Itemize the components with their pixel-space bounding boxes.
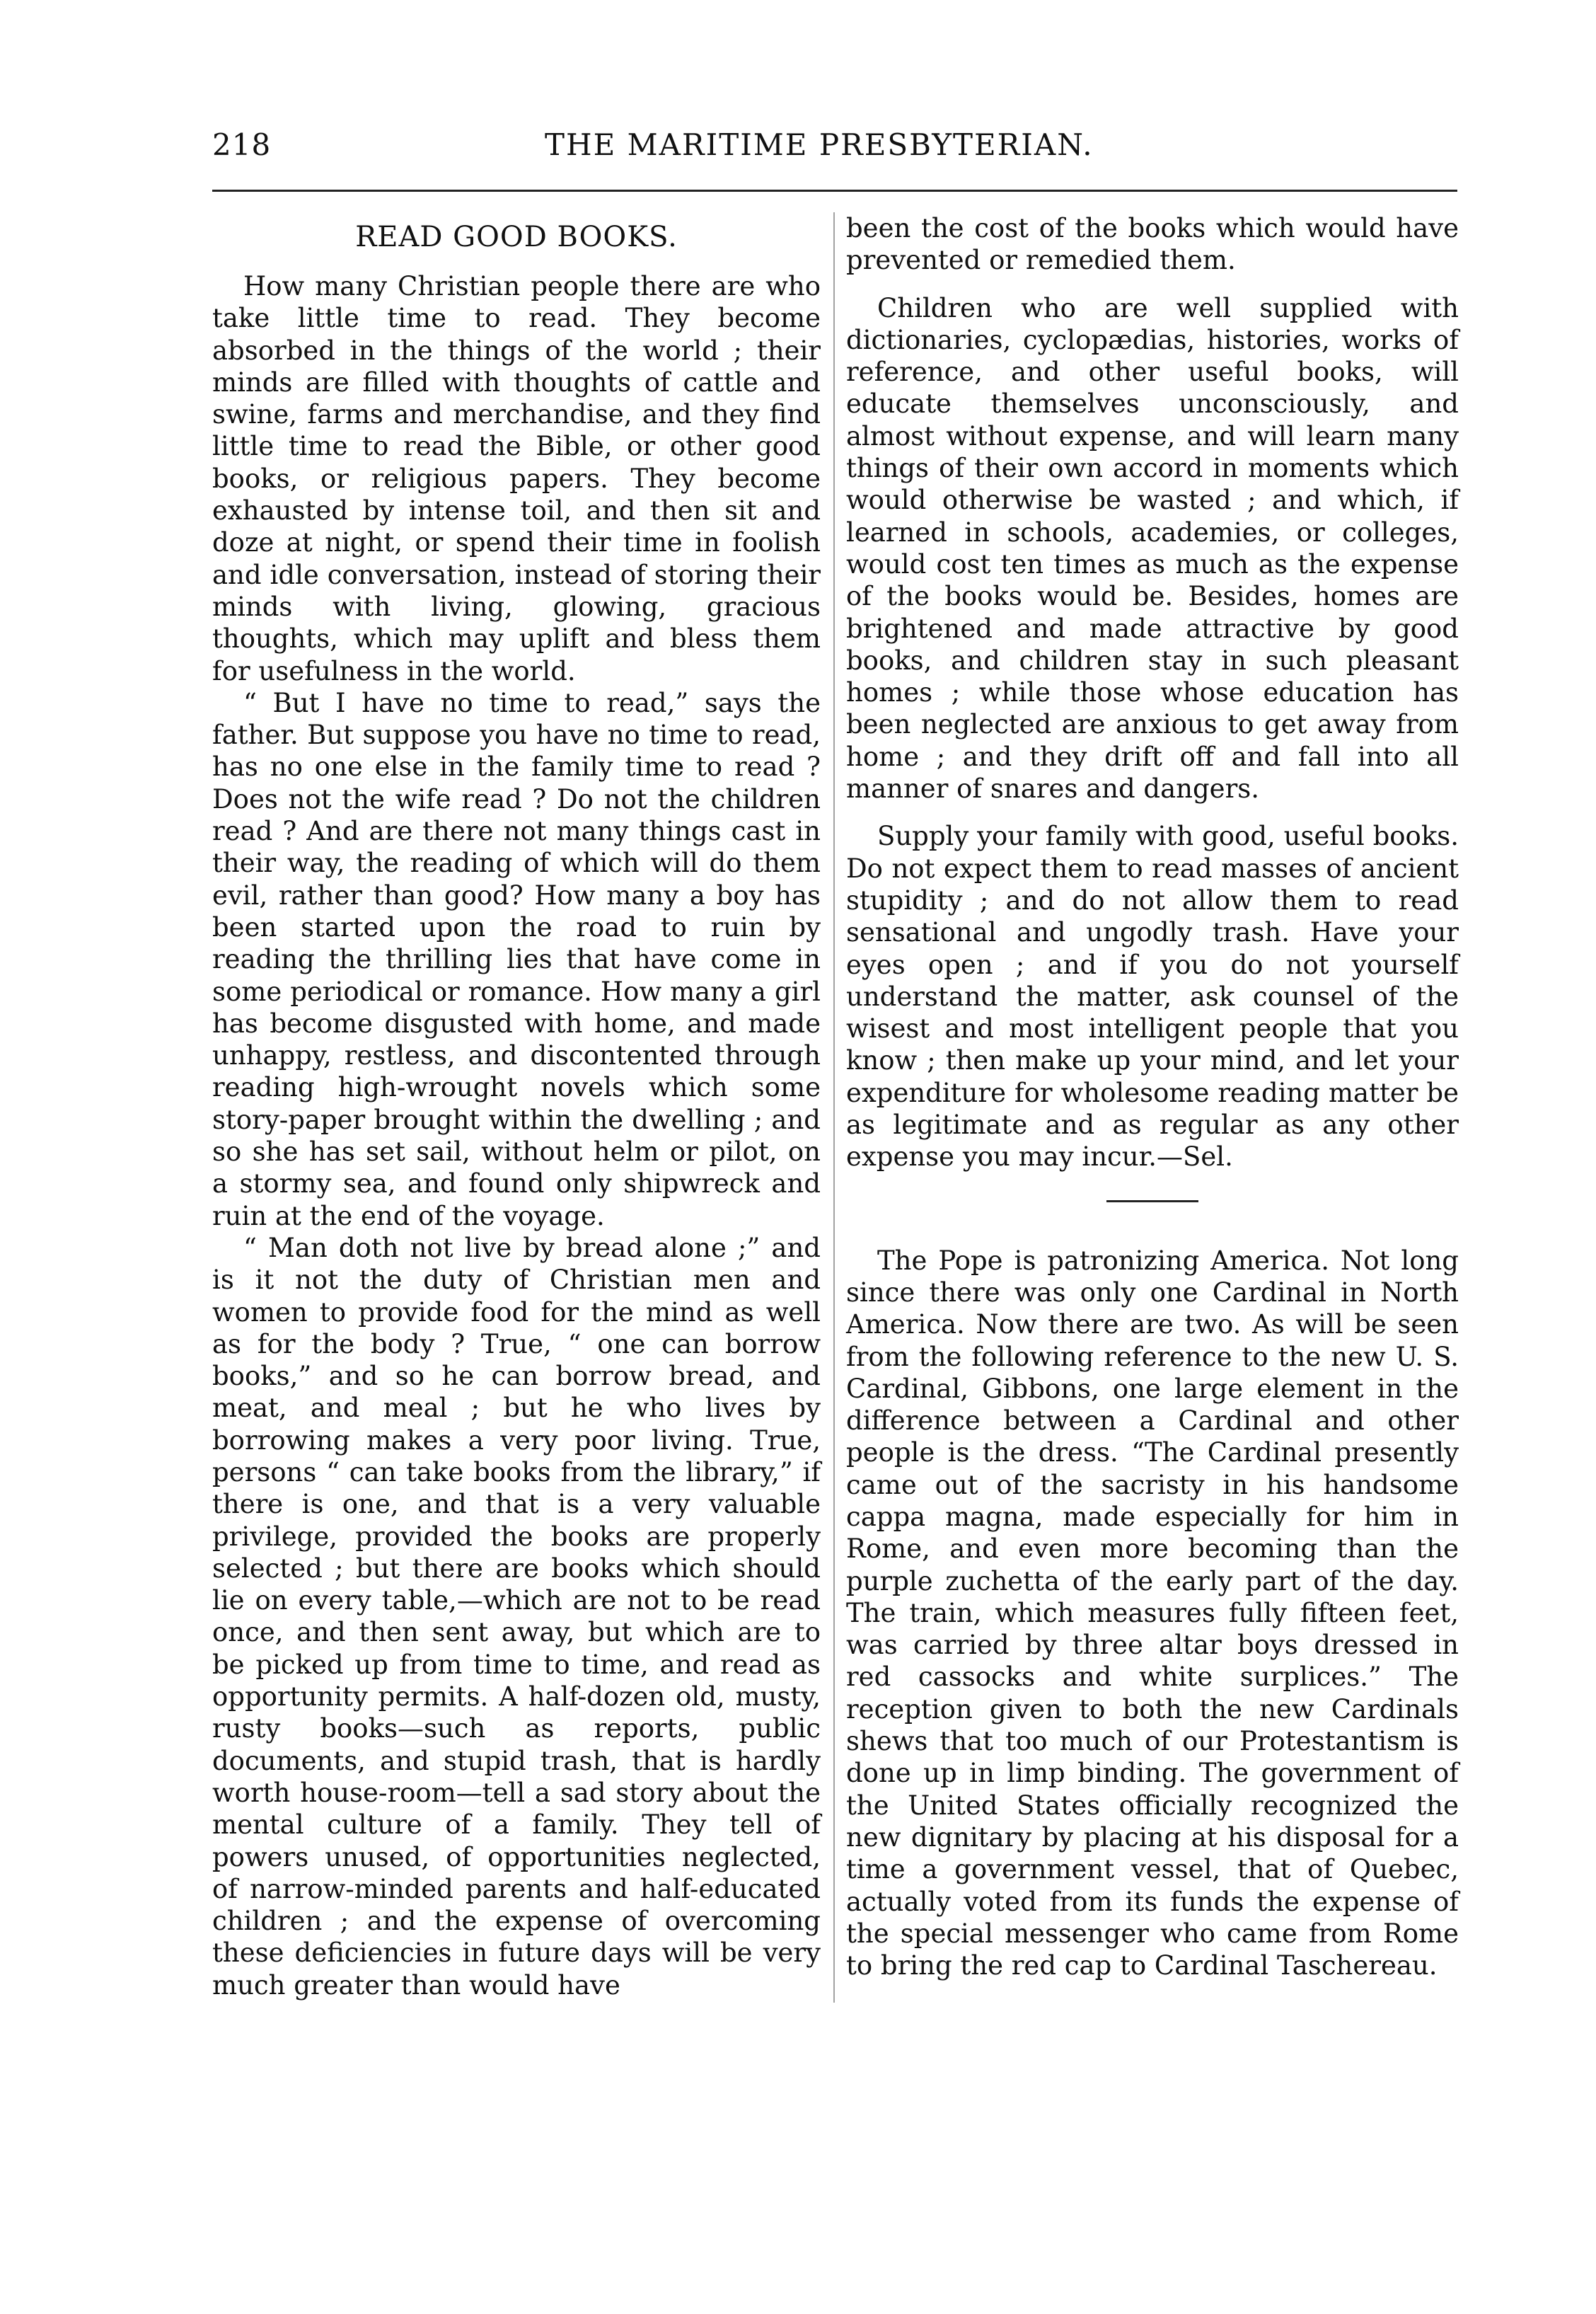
article-continuation: been the cost of the books which would have prevented or remedied them. <box>846 213 1459 276</box>
article-paragraph-5: Supply your family with good, useful books. Do not expect them to read masses of ancient stupidity ; and do not allow them to read sensational and ungodly trash. Have your eyes open ; and if you do not yourself understand the matter, ask counsel of the wisest and most intelligent people that you know ; then make up your mind, and let your expenditure for wholesome reading matter be as legitimate and as regular as any other expense you may incur.—Sel. <box>846 821 1459 1173</box>
right-column <box>846 212 1459 1981</box>
article-paragraph-1: How many Christian people there are who take little time to read. They become absorbed in the things of the world ; their minds are filled with thoughts of cattle and swine, farms and merchandise, and they find little time to read the Bible, or other good books, or religious papers. They become exhausted by intense toil, and then sit and doze at night, or spend their time in foolish and idle conversation, instead of storing their minds with living, glowing, gracious thoughts, which may uplift and bless them for usefulness in the world. <box>212 271 821 686</box>
column-divider <box>833 212 835 2003</box>
article-paragraph-2: “ But I have no time to read,” says the father. But suppose you have no time to read, has no one else in the family time to read ? Does not the wife read ? Do not the children read ? And are there not many things cast in their way, the reading of which will do them evil, rather than good? How many a boy has been started upon the road to ruin by reading the thrilling lies that have come in some periodical or romance. How many a girl has become disgusted with home, and made unhappy, restless, and discontented through reading high-wrought novels which some story-paper brought within the dwelling ; and so she has set sail, without helm or pilot, on a stormy sea, and found only shipwreck and ruin at the end of the voyage. <box>212 687 821 1231</box>
article-paragraph-3: “ Man doth not live by bread alone ;” and is it not the duty of Christian men and women to provide food for the mind as well as for the body ? True, “ one can borrow books,” and so he can borrow bread, and meat, and meal ; but he who lives by borrowing makes a very poor living. True, persons “ can take books from the library,” if there is one, and that is a very valuable privilege, provided the books are properly selected ; but there are books which should lie on every table,—which are not to be read once, and then sent away, but which are to be picked up from time to time, and read as opportunity permits. A half-dozen old, musty, rusty books—such as reports, public documents, and stupid trash, that is hardly worth house-room—tell a sad story about the mental culture of a family. They tell of powers unused, of opportunities neglected, of narrow-minded parents and half-educated children ; and the expense of overcoming these deficiencies in future days will be very much greater than would have <box>212 1232 821 2001</box>
page-number: 218 <box>212 127 272 162</box>
article-title: READ GOOD BOOKS. <box>355 221 678 253</box>
section-separator <box>1106 1200 1198 1202</box>
article-paragraph-4: Children who are well supplied with dictionaries, cyclopædias, histories, works of reference, and other useful books, will educate themselves unconsciously, and almost without expense, and will learn many things of their own accord in moments which would otherwise be wasted ; and which, if learned in schools, academies, or colleges, would cost ten times as much as the expense of the books would be. Besides, homes are brightened and made attractive by good books, and children stay in such pleasant homes ; while those whose education has been neglected are anxious to get away from home ; and they drift off and fall into all manner of snares and dangers. <box>846 292 1459 805</box>
left-column <box>212 212 821 2001</box>
note-paragraph: The Pope is patronizing America. Not long since there was only one Cardinal in North America. Now there are two. As will be seen from the following reference to the new U. S. Cardinal, Gibbons, one large element in the difference between a Cardinal and other people is the dress. “The Cardinal presently came out of the sacristy in his handsome cappa magna, made especially for him in Rome, and even more becoming than the purple zuchetta of the early part of the day. The train, which measures fully fifteen feet, was carried by three altar boys dressed in red cassocks and white surplices.” The reception given to both the new Cardinals shews that too much of our Protestantism is done up in limp binding. The government of the United States officially recognized the new dignitary by placing at his disposal for a time a government vessel, that of Quebec, actually voted from its funds the expense of the special messenger who came from Rome to bring the red cap to Cardinal Taschereau. <box>846 1245 1459 1981</box>
running-head: THE MARITIME PRESBYTERIAN. <box>545 127 1094 162</box>
header-rule <box>212 190 1457 192</box>
